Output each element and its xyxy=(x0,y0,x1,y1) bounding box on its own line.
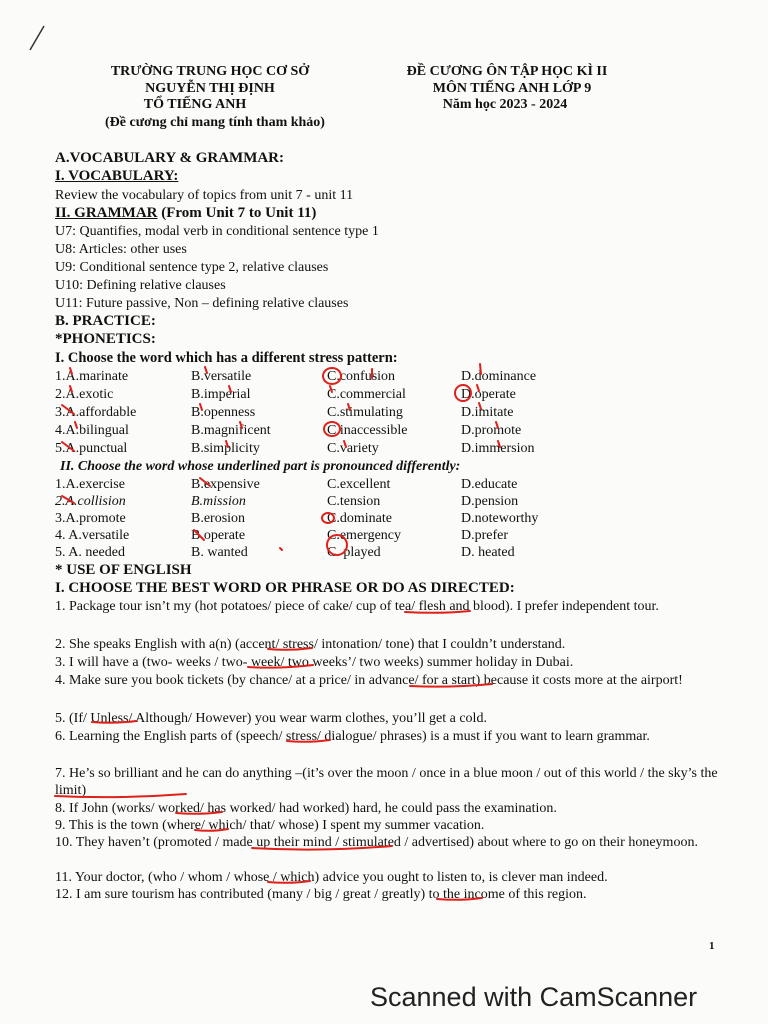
option: D.prefer xyxy=(461,528,509,543)
use-of-english-title: * USE OF ENGLISH xyxy=(55,562,192,578)
option: C.variety xyxy=(327,441,379,456)
question-7: 7. He’s so brilliant and he can do anything –(it’s over the moon / once in a blue moon / out of this world / the sky’s the limit) xyxy=(55,766,718,798)
question-8: 8. If John (works/ worked/ has worked/ had worked) hard, he could pass the examination. xyxy=(55,801,557,816)
option: B.openness xyxy=(191,405,256,420)
option: 5.A.punctual xyxy=(55,441,128,456)
option: D.imitate xyxy=(461,405,514,420)
option: D.educate xyxy=(461,477,518,492)
question-9: 9. This is the town (where/ which/ that/ whose) I spent my summer vacation. xyxy=(55,818,485,833)
option: C.inaccessible xyxy=(327,423,408,438)
grammar-item: U11: Future passive, Non – defining relative clauses xyxy=(55,296,349,311)
option: 5. A. needed xyxy=(55,545,125,560)
grammar-item: U8: Articles: other uses xyxy=(55,242,187,257)
option: 2.A.collision xyxy=(55,494,126,509)
option: B.mission xyxy=(191,494,246,509)
option: B.erosion xyxy=(191,511,246,526)
option: 2.A.exotic xyxy=(55,387,114,402)
option: 1.A.marinate xyxy=(55,369,129,384)
option: D.immersion xyxy=(461,441,535,456)
option: D.dominance xyxy=(461,369,537,384)
pronunciation-exercise-title: II. Choose the word whose underlined part is pronounced differently: xyxy=(60,459,461,474)
reference-note: (Đề cương chỉ mang tính tham khảo) xyxy=(105,115,325,130)
question-12: 12. I am sure tourism has contributed (many / big / great / greatly) to the income of this region. xyxy=(55,887,587,902)
section-a-title: A.VOCABULARY & GRAMMAR: xyxy=(55,150,285,166)
question-11: 11. Your doctor, (who / whom / whose / which) advice you ought to listen to, is clever man indeed. xyxy=(55,870,608,885)
grammar-subtitle: (From Unit 7 to Unit 11) xyxy=(157,205,317,221)
option: B.operate xyxy=(191,528,246,543)
option: B.versatile xyxy=(191,369,252,384)
option: B.simplicity xyxy=(191,441,260,456)
question-4: 4. Make sure you book tickets (by chance/ at a price/ in advance/ for a start) because it costs more at the airport! xyxy=(55,673,683,688)
option: D.operate xyxy=(461,387,516,402)
vocabulary-text: Review the vocabulary of topics from unit 7 - unit 11 xyxy=(55,188,354,203)
option: D.pension xyxy=(461,494,519,509)
vocabulary-title: I. VOCABULARY: xyxy=(55,168,179,184)
option: B. wanted xyxy=(191,545,248,560)
question-6: 6. Learning the English parts of (speech/ stress/ dialogue/ phrases) is a must if you want to learn grammar. xyxy=(55,729,650,744)
grammar-item: U9: Conditional sentence type 2, relative clauses xyxy=(55,260,329,275)
option: B.imperial xyxy=(191,387,251,402)
department-name: TỔ TIẾNG ANH xyxy=(143,97,247,112)
scanner-watermark: Scanned with CamScanner xyxy=(370,982,698,1012)
document-title: ĐỀ CƯƠNG ÔN TẬP HỌC KÌ II xyxy=(406,64,608,79)
option: 3.A.affordable xyxy=(55,405,137,420)
pencil-mark xyxy=(30,26,44,50)
practice-title: B. PRACTICE: xyxy=(55,313,156,329)
option: D.noteworthy xyxy=(461,511,539,526)
pen-mark xyxy=(280,548,282,550)
grammar-title: II. GRAMMAR xyxy=(55,205,158,221)
question-10: 10. They haven’t (promoted / made up their mind / stimulated / advertised) about where to go on their honeymoon. xyxy=(55,835,698,850)
option: 4.A.bilingual xyxy=(55,423,129,438)
page-number: 1 xyxy=(709,940,715,952)
school-year: Năm học 2023 - 2024 xyxy=(442,97,568,112)
option: D. heated xyxy=(461,545,515,560)
question-5: 5. (If/ Unless/ Although/ However) you wear warm clothes, you’ll get a cold. xyxy=(55,711,487,726)
choose-best-title: I. CHOOSE THE BEST WORD OR PHRASE OR DO AS DIRECTED: xyxy=(55,580,515,596)
option: 3.A.promote xyxy=(55,511,126,526)
option: C.tension xyxy=(327,494,381,509)
option: C.dominate xyxy=(327,511,392,526)
option: 1.A.exercise xyxy=(55,477,125,492)
grammar-item: U7: Quantifies, modal verb in conditional sentence type 1 xyxy=(55,224,379,239)
question-1: 1. Package tour isn’t my (hot potatoes/ piece of cake/ cup of tea/ flesh and blood). I prefer independent tour. xyxy=(55,599,659,614)
school-name-line2: NGUYỄN THỊ ĐỊNH xyxy=(145,81,275,96)
question-3: 3. I will have a (two- weeks / two- week/ two weeks’/ two weeks) summer holiday in Dubai. xyxy=(55,655,574,670)
option: C. played xyxy=(327,545,381,560)
grammar-heading xyxy=(55,205,316,222)
option: C.confusion xyxy=(327,369,396,384)
option: B.magnificent xyxy=(191,423,271,438)
option: 4. A.versatile xyxy=(55,528,130,543)
subject-title: MÔN TIẾNG ANH LỚP 9 xyxy=(432,81,592,96)
option: C.excellent xyxy=(327,477,391,492)
option: C.stimulating xyxy=(327,405,403,420)
grammar-item: U10: Defining relative clauses xyxy=(55,278,226,293)
phonetics-title: *PHONETICS: xyxy=(55,331,156,347)
option: D.promote xyxy=(461,423,522,438)
question-2: 2. She speaks English with a(n) (accent/ stress/ intonation/ tone) that I couldn’t understand. xyxy=(55,637,566,652)
stress-exercise-title: I. Choose the word which has a different stress pattern: xyxy=(55,350,398,366)
option: B.expensive xyxy=(191,477,260,492)
option: C.emergency xyxy=(327,528,401,543)
school-name-line1: TRƯỜNG TRUNG HỌC CƠ SỞ xyxy=(110,64,310,79)
option: C.commercial xyxy=(327,387,406,402)
